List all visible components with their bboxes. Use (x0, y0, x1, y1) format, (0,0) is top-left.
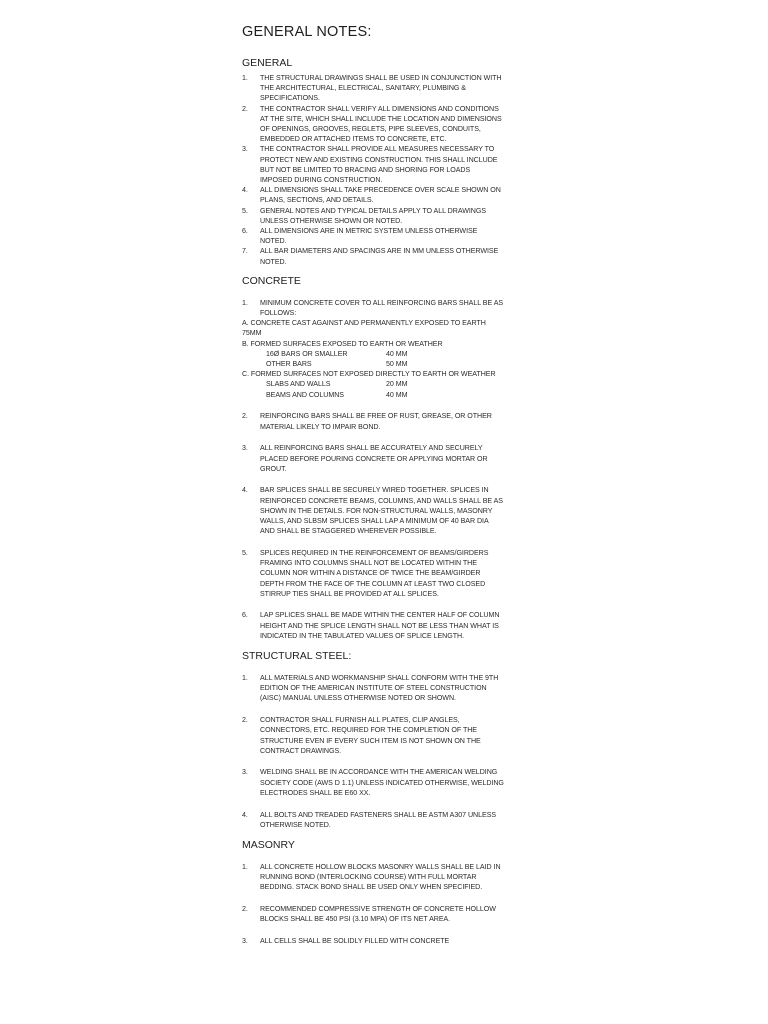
list-item: 2. REINFORCING BARS SHALL BE FREE OF RUST, GREASE, OR OTHER MATERIAL LIKELY TO IMPAIR BOND. (242, 412, 492, 431)
list-item: 6. ALL DIMENSIONS ARE IN METRIC SYSTEM UNLESS OTHERWISE NOTED. (242, 227, 478, 246)
section-heading-general: GENERAL (242, 57, 293, 69)
list-item: 1. MINIMUM CONCRETE COVER TO ALL REINFORCING BARS SHALL BE AS FOLLOWS: (242, 298, 504, 318)
list-item: 3. WELDING SHALL BE IN ACCORDANCE WITH THE AMERICAN WELDING SOCIETY CODE (AWS D 1.1) UNLESS INDICATED OTHERWISE, WELDING ELECTRODES SHALL BE E60 XX. (242, 768, 504, 797)
general-notes-sheet (242, 24, 504, 946)
cover-row: BEAMS AND COLUMNS 40 MM (266, 390, 408, 399)
concrete-cover-table (242, 318, 504, 400)
cover-row: 16Ø BARS OR SMALLER 40 MM (266, 349, 408, 358)
list-item: 7. ALL BAR DIAMETERS AND SPACINGS ARE IN MM UNLESS OTHERWISE NOTED. (242, 247, 499, 266)
list-item: 5. SPLICES REQUIRED IN THE REINFORCEMENT OF BEAMS/GIRDERS FRAMING INTO COLUMNS SHALL NOT BE LOCATED WITHIN THE COLUMN NOR WITHIN A DISTANCE OF TWICE THE BEAM/GIRDER DEPTH FROM THE FACE OF THE COLUMN AT LEAST TWO CLOSED STIRRUP TIES SHALL BE PROVIDED AT ALL SPLICES. (242, 548, 489, 598)
list-item: 4. ALL BOLTS AND TREADED FASTENERS SHALL BE ASTM A307 UNLESS OTHERWISE NOTED. (242, 810, 497, 829)
section-heading-masonry: MASONRY (242, 838, 295, 851)
general-notes-list (242, 73, 504, 267)
page-title: GENERAL NOTES: (242, 24, 372, 40)
cover-row: SLABS AND WALLS 20 MM (266, 380, 408, 389)
cover-condition-b: B. FORMED SURFACES EXPOSED TO EARTH OR WEATHER (242, 339, 443, 348)
list-item: 2. THE CONTRACTOR SHALL VERIFY ALL DIMENSIONS AND CONDITIONS AT THE SITE, WHICH SHALL INCLUDE THE LOCATION AND DIMENSIONS OF OPENINGS, GROOVES, REGLETS, PIPE SLEEVES, CONDUITS, EMBEDDED OR ATTACHED ITEMS TO CONCRETE, ETC. (242, 104, 502, 144)
list-item: 2. RECOMMENDED COMPRESSIVE STRENGTH OF CONCRETE HOLLOW BLOCKS SHALL BE 450 PSI (3.10 MPA) OF ITS NET AREA. (242, 905, 496, 924)
section-heading-concrete: CONCRETE (242, 274, 301, 287)
masonry-notes-list (242, 862, 504, 946)
cover-condition-c: C. FORMED SURFACES NOT EXPOSED DIRECTLY TO EARTH OR WEATHER (242, 370, 496, 379)
list-item: 5. GENERAL NOTES AND TYPICAL DETAILS APPLY TO ALL DRAWINGS UNLESS OTHERWISE SHOWN OR NOTED. (242, 206, 487, 225)
list-item: 1. ALL MATERIALS AND WORKMANSHIP SHALL CONFORM WITH THE 9TH EDITION OF THE AMERICAN INSTITUTE OF STEEL CONSTRUCTION (AISC) MANUAL UNLESS OTHERWISE NOTED OR SHOWN. (242, 674, 499, 703)
cover-condition-a: A. CONCRETE CAST AGAINST AND PERMANENTLY EXPOSED TO EARTH 75MM (242, 319, 486, 338)
list-item: 2. CONTRACTOR SHALL FURNISH ALL PLATES, CLIP ANGLES, CONNECTORS, ETC. REQUIRED FOR THE COMPLETION OF THE STRUCTURE EVEN IF EVERY SUCH ITEM IS NOT SHOWN ON THE CONTRACT DRAWINGS. (242, 716, 481, 755)
section-heading-structural-steel: STRUCTURAL STEEL: (242, 650, 352, 663)
concrete-notes-list (242, 298, 504, 318)
list-item: 4. BAR SPLICES SHALL BE SECURELY WIRED TOGETHER. SPLICES IN REINFORCED CONCRETE BEAMS, COLUMNS, AND WALLS SHALL BE AS SHOWN IN THE DETAILS. FOR NON-STRUCTURAL WALLS, MASONRY WALLS, AND SLBSM SPLICES SHALL LAP A MINIMUM OF 40 BAR DIA AND SHALL BE STAGGERED WHEREVER POSSIBLE. (242, 486, 503, 536)
concrete-notes-list-continued (242, 411, 504, 641)
list-item: 3. ALL REINFORCING BARS SHALL BE ACCURATELY AND SECURELY PLACED BEFORE POURING CONCRETE OR APPLYING MORTAR OR GROUT. (242, 444, 488, 473)
cover-row: OTHER BARS 50 MM (266, 360, 408, 369)
list-item: 1. ALL CONCRETE HOLLOW BLOCKS MASONRY WALLS SHALL BE LAID IN RUNNING BOND (INTERLOCKING COURSE) WITH FULL MORTAR BEDDING. STACK BOND SHALL BE USED ONLY WHEN SPECIFIED. (242, 862, 501, 892)
list-item: 3. THE CONTRACTOR SHALL PROVIDE ALL MEASURES NECESSARY TO PROTECT NEW AND EXISTING CONSTRUCTION. THIS SHALL INCLUDE BUT NOT BE LIMITED TO BRACING AND SHORING FOR LOADS IMPOSED DURING CONSTRUCTION. (242, 145, 498, 185)
list-item: 4. ALL DIMENSIONS SHALL TAKE PRECEDENCE OVER SCALE SHOWN ON PLANS, SECTIONS, AND DETAILS. (242, 186, 501, 205)
steel-notes-list (242, 673, 504, 830)
list-item: 6. LAP SPLICES SHALL BE MADE WITHIN THE CENTER HALF OF COLUMN HEIGHT AND THE SPLICE LENGTH SHALL NOT BE LESS THAN WHAT IS INDICATED IN THE TABULATED VALUES OF SPLICE LENGTH. (242, 611, 500, 640)
list-item: 1. THE STRUCTURAL DRAWINGS SHALL BE USED IN CONJUNCTION WITH THE ARCHITECTURAL, ELECTRICAL, SANITARY, PLUMBING & SPECIFICATIONS. (242, 74, 502, 103)
list-item: 3. ALL CELLS SHALL BE SOLIDLY FILLED WITH CONCRETE (242, 937, 450, 945)
